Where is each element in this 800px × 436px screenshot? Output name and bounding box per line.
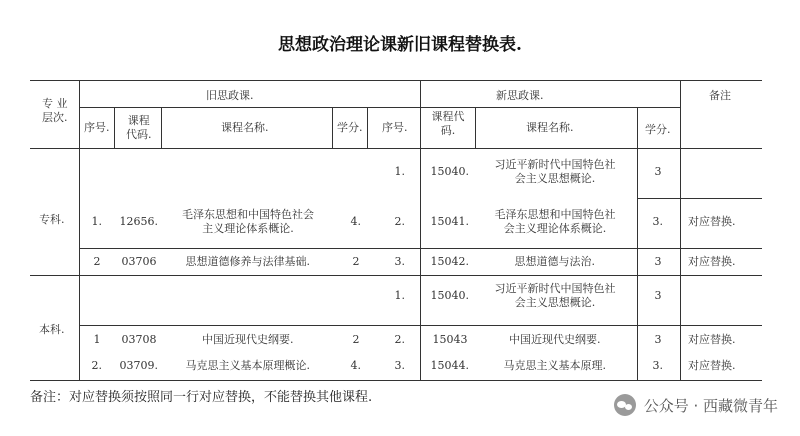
cell-new-name: 中国近现代史纲要. [509,333,601,346]
cell-new-name: 习近平新时代中国特色社 会主义思想概论. [494,158,616,185]
old-name-header: 课程名称. [221,121,269,134]
cell-remark: 对应替换. [688,215,736,228]
cell-new-credit: 3. [652,215,663,228]
cell-old-seq: 2 [93,255,101,268]
cell-remark: 对应替换. [688,333,736,346]
cell-new-code: 15040. [430,165,469,178]
cell-new-credit: 3 [654,255,662,268]
cell-old-credit: 2 [352,333,360,346]
table-rule [30,380,762,381]
table-rule [475,107,476,148]
cell-new-credit: 3 [654,289,662,302]
cell-new-name: 毛泽东思想和中国特色社 会主义理论体系概论. [494,208,616,235]
cell-new-name: 习近平新时代中国特色社 会主义思想概论. [494,282,616,309]
cell-old-credit: 4. [350,359,361,372]
new-course-group-header: 新思政课. [496,89,544,102]
cell-old-seq: 1 [93,333,101,346]
new-code-header: 课程代 码. [431,110,465,137]
cell-new-seq: 3. [394,359,405,372]
cell-new-seq: 1. [394,289,405,302]
cell-old-name: 思想道德修养与法律基础. [185,255,310,268]
cell-new-credit: 3 [654,165,662,178]
table-rule [420,80,421,380]
level-header: 专 业 层次. [42,97,68,124]
table-rule [30,275,762,276]
cell-old-credit: 2 [352,255,360,268]
table-rule [680,80,681,380]
new-name-header: 课程名称. [526,121,574,134]
cell-old-name: 毛泽东思想和中国特色社会 主义理论体系概论. [182,208,314,235]
wechat-logo-icon [614,394,636,416]
table-rule [161,107,162,148]
table-rule [30,148,762,149]
cell-new-code: 15041. [430,215,469,228]
cell-new-credit: 3 [654,333,662,346]
cell-old-name: 中国近现代史纲要. [202,333,294,346]
cell-old-name: 马克思主义基本原理概论. [185,359,310,372]
table-rule [637,107,638,380]
new-credit-header: 学分. [645,123,671,136]
cell-new-code: 15044. [430,359,469,372]
table-rule [367,107,368,148]
cell-new-seq: 2. [394,215,405,228]
cell-old-code: 03708 [121,333,157,346]
table-rule [30,80,762,81]
cell-old-seq: 1. [91,215,102,228]
old-seq-header: 序号. [84,121,110,134]
cell-new-credit: 3. [652,359,663,372]
table-rule [332,107,333,148]
cell-new-code: 15043 [432,333,468,346]
cell-old-code: 03706 [121,255,157,268]
table-rule [79,107,680,108]
cell-old-code: 03709. [119,359,158,372]
table-rule [637,198,762,199]
cell-old-credit: 4. [350,215,361,228]
old-code-header: 课程 代码. [126,114,152,141]
document-title: 思想政治理论课新旧课程替换表. [278,35,522,55]
watermark [614,394,778,416]
table-rule [79,80,80,380]
cell-new-code: 15042. [430,255,469,268]
old-course-group-header: 旧思政课. [206,89,254,102]
cell-remark: 对应替换. [688,255,736,268]
cell-new-seq: 2. [394,333,405,346]
cell-new-seq: 3. [394,255,405,268]
old-credit-header: 学分. [337,121,363,134]
cell-new-name: 思想道德与法治. [514,255,595,268]
cell-old-code: 12656. [119,215,158,228]
footnote: 备注：对应替换须按照同一行对应替换，不能替换其他课程. [30,390,373,405]
cell-old-seq: 2. [91,359,102,372]
remark-header: 备注 [709,89,731,102]
level-benke: 本科. [39,323,65,336]
cell-new-code: 15040. [430,289,469,302]
watermark-text: 公众号 · 西藏微青年 [643,396,778,415]
cell-new-seq: 1. [394,165,405,178]
cell-remark: 对应替换. [688,359,736,372]
table-rule [114,107,115,148]
level-zhuanke: 专科. [39,213,65,226]
new-seq-header: 序号. [382,121,408,134]
cell-new-name: 马克思主义基本原理. [503,359,606,372]
